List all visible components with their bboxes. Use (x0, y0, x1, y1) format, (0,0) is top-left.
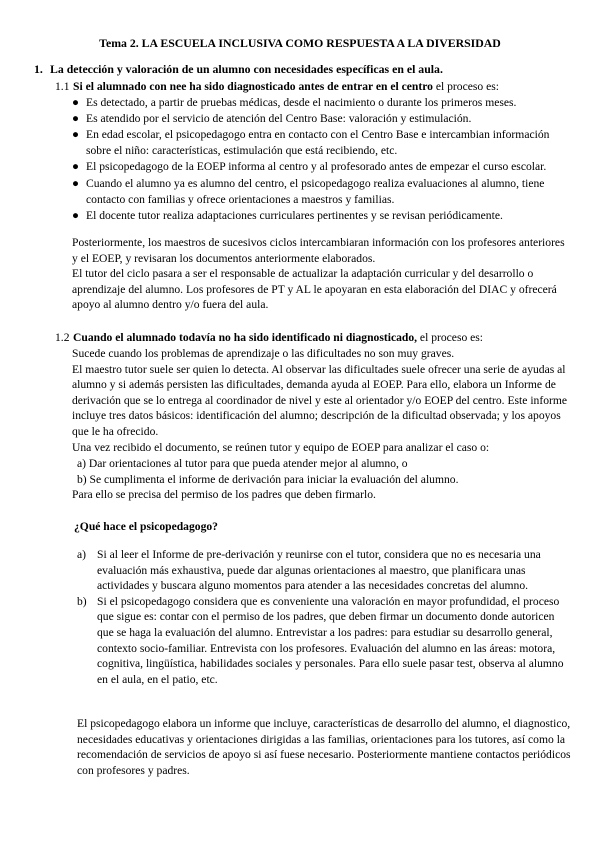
bullet-list (72, 95, 562, 224)
list-item (72, 127, 562, 158)
bullet-icon: ● (72, 209, 80, 223)
list-item (72, 176, 562, 207)
section-number: 1. (34, 62, 43, 76)
list-item-text: Cuando el alumno ya es alumno del centro, el psicopedagogo realiza evaluaciones al alumno, tiene contacto con familias y ofrece orientaciones a maestros y familias. (86, 176, 545, 206)
list-item-text: Es atendido por el servicio de atención del Centro Base: valoración y estimulación. (86, 111, 472, 125)
paragraph: El tutor del ciclo pasara a ser el responsable de actualizar la adaptación curricular y del desarrollo o aprendizaje del alumno. Los profesores de PT y AL le apoyaran en esta elaboración del DIAC y ofrecerá apoyo al alumno dentro y/o fuera del aula. (72, 267, 557, 312)
list-item-text: Si el psicopedagogo considera que es conveniente una valoración en mayor profundidad, el proceso que sigue es: contar con el permiso de los padres, que deben firmar un documento donde autoricen que se haga la evaluación del alumno. Entrevistar a los padres: para estudiar su desarrollo general, contexto socio-familiar. Entrevista con los profesores. Evaluación del alumno en las áreas: motora, cognitiva, lingüística, habilidades sociales y personales. Para ello suele pasar test, observa al alumno en el aula, en el patio, etc. (97, 594, 564, 686)
list-item-text: El psicopedagogo de la EOEP informa al centro y al profesorado antes de empezar el curso escolar. (86, 160, 547, 174)
paragraph-block (72, 235, 572, 313)
list-item (72, 208, 562, 224)
list-item-text: En edad escolar, el psicopedagogo entra en contacto con el Centro Base e intercambian información sobre el niño: características, estimulación que está recibiendo, etc. (86, 128, 550, 157)
subsection-bold-text: Cuando el alumnado todavía no ha sido identificado ni diagnosticado, (73, 331, 418, 344)
section-heading-text: La detección y valoración de un alumno con necesidades específicas en el aula. (50, 62, 443, 76)
subsection-number: 1.2 (55, 331, 70, 344)
answer-list (77, 547, 572, 687)
bullet-icon: ● (72, 160, 80, 174)
subsection-bold-text: Si el alumnado con nee ha sido diagnosticado antes de entrar en el centro (73, 80, 433, 93)
list-item-text: Es detectado, a partir de pruebas médicas, desde el nacimiento o durante los primeros meses. (86, 96, 517, 109)
page-title: Tema 2. LA ESCUELA INCLUSIVA COMO RESPUESTA A LA DIVERSIDAD (99, 36, 501, 50)
list-item (77, 594, 572, 688)
subsection-1-1-heading (55, 79, 575, 95)
list-item (72, 111, 562, 127)
paragraph: Una vez recibido el documento, se reúnen tutor y equipo de EOEP para analizar el caso o: (72, 440, 490, 454)
permission-note: Para ello se precisa del permiso de los padres que deben firmarlo. (72, 488, 376, 501)
list-item (72, 159, 562, 175)
bullet-icon: ● (72, 128, 80, 142)
list-item (77, 547, 572, 594)
paragraph-block (72, 346, 572, 455)
option-item: a) Dar orientaciones al tutor para que pueda atender mejor al alumno, o (77, 457, 408, 470)
list-marker: b) (77, 594, 87, 608)
list-marker: a) (77, 548, 87, 561)
paragraph: Sucede cuando los problemas de aprendizaje o las dificultades no son muy graves. (72, 347, 455, 360)
subsection-1-2-heading (55, 330, 575, 346)
question-heading: ¿Qué hace el psicopedagogo? (74, 520, 218, 533)
subsection-number: 1.1 (55, 80, 70, 93)
subsection-rest-text: el proceso es: (417, 331, 484, 344)
section-heading (34, 62, 443, 78)
closing-paragraph: El psicopedagogo elabora un informe que incluye, características de desarrollo del alumno, el diagnostico, necesidades educativas y orientaciones dirigidas a las familias, orientaciones para los tutores, así como la recomendación de servicios de apoyo si así fuese necesario. Posteriormente mantiene contactos periódicos con profesores y padres. (77, 717, 571, 777)
option-item: b) Se cumplimenta el informe de derivación para iniciar la evaluación del alumno. (77, 472, 459, 486)
list-item-text: El docente tutor realiza adaptaciones curriculares pertinentes y se revisan periódicamente. (86, 209, 503, 223)
paragraph: Posteriormente, los maestros de sucesivos ciclos intercambiaran información con los profesores anteriores y el EOEP, y revisaran los documentos anteriormente elaborados. (72, 236, 565, 265)
list-item-text: Si al leer el Informe de pre-derivación y reunirse con el tutor, considera que no es necesaria una evaluación más exhaustiva, puede dar algunas orientaciones al maestro, que planificara unas actividades y buscara alguno momentos para atender a las necesidades concretas del alumno. (97, 548, 541, 593)
bullet-icon: ● (72, 176, 80, 190)
list-item (72, 95, 562, 111)
paragraph: El maestro tutor suele ser quien lo detecta. Al observar las dificultades suele ofrecer una serie de ayudas al alumno y si además persisten las dificultades, demanda ayuda al EOEP. Para ello, elabora un Informe de derivación que se lo entrega al coordinador de nivel y este al orientador y/o EOEP del centro. Este informe incluye tres datos básicos: identificación del alumno; descripción de la dificultad observada; y los apoyos que le ha ofrecido. (72, 362, 568, 438)
bullet-icon: ● (72, 111, 80, 125)
bullet-icon: ● (72, 96, 80, 109)
option-list (77, 456, 577, 487)
subsection-rest-text: el proceso es: (432, 80, 499, 93)
